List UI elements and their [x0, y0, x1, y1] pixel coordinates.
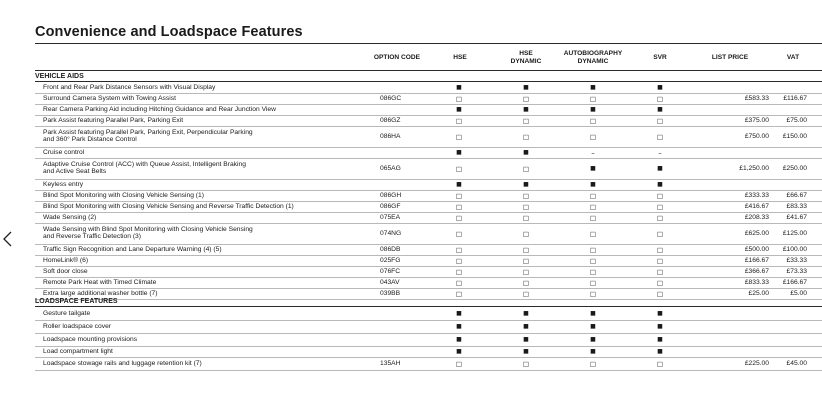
availability-cell — [583, 191, 603, 201]
availability-hse-dynamic-marker: □ — [522, 229, 530, 238]
vat — [765, 180, 807, 190]
availability-hse-marker: ■ — [456, 322, 462, 330]
availability-cell — [516, 148, 536, 158]
availability-svr-marker: □ — [656, 191, 664, 200]
availability-svr-marker: □ — [656, 229, 664, 238]
header-svr: SVR — [653, 53, 667, 61]
availability-cell — [583, 148, 603, 158]
table-row — [35, 94, 822, 105]
option-code: 074NG — [380, 229, 402, 237]
availability-cell — [650, 94, 670, 104]
availability-autobiography-dynamic-marker: □ — [589, 116, 597, 125]
vat: £166.67 — [782, 278, 807, 286]
list-price: £208.33 — [744, 213, 769, 221]
table-row — [35, 334, 822, 347]
option-code — [380, 347, 430, 357]
table-row — [35, 159, 822, 180]
table-row — [35, 83, 822, 94]
list-price: £416.67 — [744, 202, 769, 210]
option-code: 135AH — [380, 359, 401, 367]
availability-hse-dynamic-marker: □ — [522, 202, 530, 211]
availability-cell — [583, 245, 603, 255]
availability-autobiography-dynamic-marker: ■ — [590, 164, 596, 172]
table-row — [35, 308, 822, 321]
availability-cell — [650, 105, 670, 115]
section-heading: VEHICLE AIDS — [35, 72, 822, 82]
availability-svr-marker: □ — [656, 256, 664, 265]
availability-cell — [650, 267, 670, 277]
list-price — [695, 347, 769, 357]
availability-autobiography-dynamic-marker: ■ — [590, 105, 596, 113]
vat — [765, 83, 807, 93]
availability-svr-marker: ■ — [657, 83, 663, 91]
table-row — [35, 321, 822, 334]
availability-hse-dynamic-marker: □ — [522, 132, 530, 141]
availability-cell — [650, 148, 670, 158]
vat: £41.67 — [786, 213, 807, 221]
option-code: 065AG — [380, 164, 401, 172]
availability-svr-marker: ■ — [657, 335, 663, 343]
availability-cell — [650, 321, 670, 333]
availability-cell — [650, 278, 670, 288]
table-row — [35, 347, 822, 358]
availability-hse-dynamic-marker: □ — [522, 164, 530, 173]
availability-hse-dynamic-marker: □ — [522, 289, 530, 298]
availability-autobiography-dynamic-marker: ■ — [590, 180, 596, 188]
availability-cell — [516, 245, 536, 255]
option-code: 039BB — [380, 289, 401, 297]
header-list-price: LIST PRICE — [711, 53, 749, 61]
section-heading: LOADSPACE FEATURES — [35, 297, 822, 307]
availability-cell — [650, 159, 670, 179]
availability-cell — [583, 347, 603, 357]
availability-cell — [583, 105, 603, 115]
option-code — [380, 105, 430, 115]
feature-name: Park Assist featuring Parallel Park, Parking Exit, Perpendicular Parking and 360° Park Distance Control — [43, 129, 253, 143]
availability-cell — [583, 321, 603, 333]
feature-name: Extra large additional washer bottle (7) — [43, 289, 158, 297]
availability-autobiography-dynamic-marker: □ — [589, 245, 597, 254]
vat: £116.67 — [783, 94, 807, 102]
feature-name: Loadspace stowage rails and luggage retention kit (7) — [43, 359, 202, 367]
availability-cell — [650, 180, 670, 190]
availability-cell — [516, 256, 536, 266]
header-autobiography-dynamic: AUTOBIOGRAPHY DYNAMIC — [563, 50, 623, 65]
availability-cell — [449, 191, 469, 201]
availability-cell — [650, 191, 670, 201]
header-hse: HSE — [453, 53, 467, 61]
title-divider — [35, 43, 822, 44]
option-code: 025FG — [380, 256, 401, 264]
availability-cell — [516, 278, 536, 288]
availability-hse-marker: □ — [455, 359, 463, 368]
availability-cell — [583, 127, 603, 147]
availability-hse-marker: □ — [455, 116, 463, 125]
availability-cell — [449, 159, 469, 179]
availability-hse-marker: ■ — [456, 105, 462, 113]
availability-hse-dynamic-marker: ■ — [523, 347, 529, 355]
option-code — [380, 321, 430, 333]
vat: £83.33 — [786, 202, 807, 210]
availability-cell — [516, 191, 536, 201]
list-price: £833.33 — [744, 278, 769, 286]
availability-hse-marker: □ — [455, 245, 463, 254]
availability-autobiography-dynamic-marker: ■ — [590, 347, 596, 355]
availability-hse-marker: □ — [455, 164, 463, 173]
feature-name: Loadspace mounting provisions — [43, 335, 138, 343]
availability-svr-marker: □ — [656, 116, 664, 125]
vat: £66.67 — [786, 191, 807, 199]
availability-cell — [449, 267, 469, 277]
availability-cell — [516, 105, 536, 115]
availability-hse-marker: ■ — [456, 347, 462, 355]
availability-hse-dynamic-marker: ■ — [523, 335, 529, 343]
list-price: £500.00 — [744, 245, 769, 253]
table-row — [35, 213, 822, 224]
table-row — [35, 267, 822, 278]
availability-cell — [449, 347, 469, 357]
availability-svr-marker: □ — [656, 132, 664, 141]
availability-svr-marker: ■ — [657, 309, 663, 317]
availability-cell — [449, 278, 469, 288]
feature-name: Blind Spot Monitoring with Closing Vehicle Sensing and Reverse Traffic Detection (1) — [43, 202, 294, 210]
table-row — [35, 180, 822, 191]
availability-svr-marker: □ — [656, 94, 664, 103]
table-row — [35, 256, 822, 267]
availability-hse-marker: ■ — [456, 83, 462, 91]
availability-cell — [650, 116, 670, 126]
availability-hse-dynamic-marker: ■ — [523, 83, 529, 91]
availability-hse-marker: □ — [455, 289, 463, 298]
list-price — [695, 83, 769, 93]
availability-hse-dynamic-marker: □ — [522, 278, 530, 287]
option-code — [380, 83, 430, 93]
vat — [765, 308, 807, 320]
header-hse-dynamic: HSE DYNAMIC — [510, 50, 542, 65]
availability-autobiography-dynamic-marker: □ — [589, 256, 597, 265]
option-code: 076FC — [380, 267, 401, 275]
availability-cell — [583, 116, 603, 126]
feature-name: Traffic Sign Recognition and Lane Departure Warning (4) (5) — [43, 245, 222, 253]
availability-svr-marker: □ — [656, 359, 664, 368]
option-code — [380, 148, 430, 158]
vat: £125.00 — [782, 229, 807, 237]
availability-hse-dynamic-marker: ■ — [523, 180, 529, 188]
table-row — [35, 116, 822, 127]
vat: £33.33 — [786, 256, 807, 264]
availability-svr-marker: □ — [656, 245, 664, 254]
feature-name: Adaptive Cruise Control (ACC) with Queue Assist, Intelligent Braking and Active Seat Belts — [43, 161, 246, 175]
availability-cell — [449, 127, 469, 147]
option-code: 086GF — [380, 202, 401, 210]
table-row — [35, 191, 822, 202]
availability-cell — [583, 213, 603, 223]
option-code — [380, 180, 430, 190]
availability-svr-marker: □ — [656, 278, 664, 287]
list-price: £625.00 — [744, 229, 769, 237]
list-price: £750.00 — [744, 132, 769, 140]
availability-hse-marker: □ — [455, 229, 463, 238]
availability-autobiography-dynamic-marker: ■ — [590, 83, 596, 91]
availability-svr-marker: – — [658, 148, 662, 157]
availability-svr-marker: ■ — [657, 180, 663, 188]
availability-hse-dynamic-marker: ■ — [523, 148, 529, 156]
availability-cell — [650, 256, 670, 266]
availability-cell — [449, 224, 469, 244]
feature-name: Remote Park Heat with Timed Climate — [43, 278, 157, 286]
availability-cell — [583, 267, 603, 277]
vat — [765, 347, 807, 357]
list-price: £375.00 — [744, 116, 769, 124]
availability-hse-dynamic-marker: □ — [522, 116, 530, 125]
availability-cell — [583, 83, 603, 93]
availability-autobiography-dynamic-marker: □ — [589, 289, 597, 298]
availability-cell — [516, 224, 536, 244]
option-code: 086DB — [380, 245, 401, 253]
availability-autobiography-dynamic-marker: □ — [589, 213, 597, 222]
list-price — [695, 105, 769, 115]
availability-autobiography-dynamic-marker: □ — [589, 132, 597, 141]
availability-hse-dynamic-marker: ■ — [523, 322, 529, 330]
availability-cell — [516, 321, 536, 333]
availability-cell — [516, 94, 536, 104]
availability-cell — [516, 358, 536, 370]
availability-cell — [449, 83, 469, 93]
availability-cell — [449, 245, 469, 255]
availability-cell — [449, 180, 469, 190]
availability-hse-marker: □ — [455, 213, 463, 222]
availability-hse-marker: □ — [455, 191, 463, 200]
availability-cell — [650, 213, 670, 223]
table-row — [35, 127, 822, 148]
availability-svr-marker: □ — [656, 267, 664, 276]
availability-cell — [650, 347, 670, 357]
availability-hse-marker: ■ — [456, 335, 462, 343]
availability-cell — [516, 334, 536, 346]
availability-hse-dynamic-marker: □ — [522, 213, 530, 222]
availability-cell — [449, 334, 469, 346]
feature-name: Surround Camera System with Towing Assist — [43, 94, 176, 102]
availability-svr-marker: □ — [656, 289, 664, 298]
option-code: 086HA — [380, 132, 401, 140]
table-row — [35, 148, 822, 159]
table-row — [35, 358, 822, 371]
availability-cell — [583, 308, 603, 320]
availability-hse-dynamic-marker: □ — [522, 359, 530, 368]
availability-cell — [583, 94, 603, 104]
availability-svr-marker: ■ — [657, 347, 663, 355]
availability-cell — [449, 148, 469, 158]
chevron-left-icon[interactable] — [2, 231, 14, 247]
table-row — [35, 202, 822, 213]
availability-hse-marker: □ — [455, 267, 463, 276]
vat — [765, 105, 807, 115]
availability-cell — [583, 278, 603, 288]
availability-autobiography-dynamic-marker: ■ — [590, 309, 596, 317]
availability-hse-dynamic-marker: □ — [522, 191, 530, 200]
header-option-code: OPTION CODE — [373, 53, 421, 61]
page-title: Convenience and Loadspace Features — [35, 24, 303, 40]
availability-cell — [650, 245, 670, 255]
availability-svr-marker: ■ — [657, 322, 663, 330]
option-code — [380, 334, 430, 346]
availability-autobiography-dynamic-marker: □ — [589, 202, 597, 211]
vat: £75.00 — [786, 116, 807, 124]
availability-cell — [583, 358, 603, 370]
list-price: £1,250.00 — [739, 164, 769, 172]
list-price — [695, 180, 769, 190]
availability-hse-marker: □ — [455, 278, 463, 287]
availability-hse-dynamic-marker: ■ — [523, 105, 529, 113]
list-price: £225.00 — [744, 359, 769, 367]
option-code: 086GC — [380, 94, 402, 102]
availability-hse-marker: □ — [455, 94, 463, 103]
list-price: £166.67 — [744, 256, 769, 264]
availability-hse-marker: □ — [455, 256, 463, 265]
header-vat: VAT — [786, 53, 800, 61]
availability-cell — [583, 202, 603, 212]
availability-svr-marker: □ — [656, 213, 664, 222]
availability-hse-marker: ■ — [456, 180, 462, 188]
availability-hse-dynamic-marker: ■ — [523, 309, 529, 317]
feature-name: Keyless entry — [43, 180, 84, 188]
table-header — [35, 45, 822, 71]
availability-cell — [449, 202, 469, 212]
availability-cell — [650, 358, 670, 370]
vat: £150.00 — [782, 132, 807, 140]
list-price — [695, 308, 769, 320]
option-code: 086GH — [380, 191, 402, 199]
availability-hse-dynamic-marker: □ — [522, 267, 530, 276]
availability-cell — [650, 202, 670, 212]
availability-cell — [449, 213, 469, 223]
availability-cell — [449, 105, 469, 115]
availability-hse-marker: □ — [455, 202, 463, 211]
table-row — [35, 224, 822, 245]
feature-name: Load compartment light — [43, 347, 113, 355]
option-code: 086GZ — [380, 116, 401, 124]
list-price: £25.00 — [748, 289, 769, 297]
availability-autobiography-dynamic-marker: ■ — [590, 322, 596, 330]
option-code: 075EA — [380, 213, 401, 221]
feature-name: Blind Spot Monitoring with Closing Vehicle Sensing (1) — [43, 191, 204, 199]
availability-hse-dynamic-marker: □ — [522, 94, 530, 103]
availability-cell — [449, 358, 469, 370]
availability-autobiography-dynamic-marker: ■ — [590, 335, 596, 343]
table-row — [35, 245, 822, 256]
availability-svr-marker: □ — [656, 202, 664, 211]
vat: £100.00 — [782, 245, 807, 253]
feature-name: Roller loadspace cover — [43, 322, 112, 330]
list-price — [695, 148, 769, 158]
availability-cell — [449, 94, 469, 104]
list-price: £583.33 — [744, 94, 769, 102]
availability-svr-marker: ■ — [657, 105, 663, 113]
feature-name: Cruise control — [43, 148, 85, 156]
availability-cell — [583, 180, 603, 190]
vat — [765, 148, 807, 158]
availability-cell — [583, 334, 603, 346]
availability-hse-dynamic-marker: □ — [522, 245, 530, 254]
availability-cell — [583, 224, 603, 244]
vat — [765, 334, 807, 346]
vat: £250.00 — [782, 164, 807, 172]
vat: £45.00 — [786, 359, 807, 367]
vat: £73.33 — [786, 267, 807, 275]
feature-name: Wade Sensing (2) — [43, 213, 97, 221]
availability-cell — [516, 180, 536, 190]
availability-cell — [650, 83, 670, 93]
list-price: £333.33 — [744, 191, 769, 199]
availability-cell — [516, 159, 536, 179]
availability-cell — [516, 202, 536, 212]
availability-cell — [449, 256, 469, 266]
availability-cell — [583, 159, 603, 179]
availability-cell — [650, 224, 670, 244]
availability-autobiography-dynamic-marker: □ — [589, 359, 597, 368]
availability-cell — [650, 308, 670, 320]
feature-name: HomeLink® (6) — [43, 256, 89, 264]
availability-cell — [516, 347, 536, 357]
list-price — [695, 334, 769, 346]
availability-autobiography-dynamic-marker: □ — [589, 94, 597, 103]
availability-hse-dynamic-marker: □ — [522, 256, 530, 265]
availability-hse-marker: ■ — [456, 148, 462, 156]
feature-name: Wade Sensing with Blind Spot Monitoring with Closing Vehicle Sensing and Reverse Traffic Detection (3) — [43, 226, 253, 240]
availability-cell — [449, 321, 469, 333]
feature-name: Front and Rear Park Distance Sensors with Visual Display — [43, 83, 216, 91]
availability-cell — [583, 256, 603, 266]
availability-autobiography-dynamic-marker: □ — [589, 191, 597, 200]
availability-cell — [516, 213, 536, 223]
availability-svr-marker: ■ — [657, 164, 663, 172]
availability-autobiography-dynamic-marker: – — [591, 148, 595, 157]
availability-hse-marker: ■ — [456, 309, 462, 317]
vat: £5.00 — [790, 289, 807, 297]
availability-cell — [650, 334, 670, 346]
availability-autobiography-dynamic-marker: □ — [589, 229, 597, 238]
feature-name: Park Assist featuring Parallel Park, Parking Exit — [43, 116, 184, 124]
availability-cell — [449, 116, 469, 126]
list-price — [695, 321, 769, 333]
availability-cell — [516, 308, 536, 320]
availability-cell — [650, 127, 670, 147]
availability-cell — [516, 127, 536, 147]
availability-cell — [516, 116, 536, 126]
availability-autobiography-dynamic-marker: □ — [589, 278, 597, 287]
availability-cell — [516, 267, 536, 277]
table-row — [35, 278, 822, 289]
feature-name: Soft door close — [43, 267, 88, 275]
availability-hse-marker: □ — [455, 132, 463, 141]
availability-autobiography-dynamic-marker: □ — [589, 267, 597, 276]
list-price: £366.67 — [744, 267, 769, 275]
table-row — [35, 105, 822, 116]
feature-name: Gesture tailgate — [43, 309, 91, 317]
option-code — [380, 308, 430, 320]
vat — [765, 321, 807, 333]
availability-cell — [516, 83, 536, 93]
feature-name: Rear Camera Parking Aid including Hitching Guidance and Rear Junction View — [43, 105, 276, 113]
option-code: 043AV — [380, 278, 400, 286]
availability-cell — [449, 308, 469, 320]
